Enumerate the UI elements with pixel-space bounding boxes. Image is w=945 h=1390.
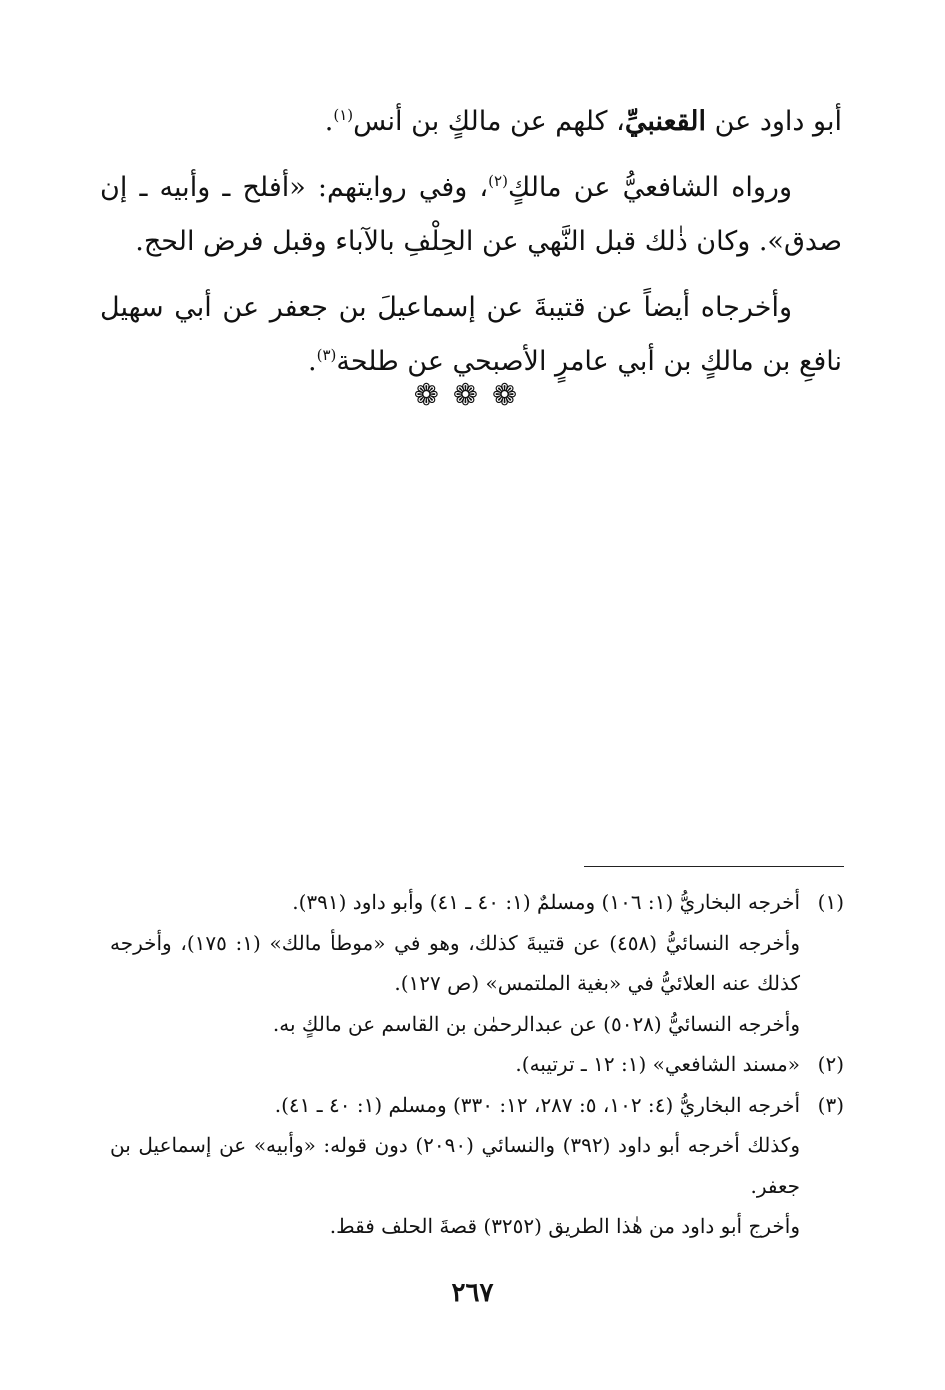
footnote-3-number: (٣): [817, 1092, 844, 1117]
footnote-1-line-3: وأخرجه النسائيُّ (٥٠٢٨) عن عبدالرحمٰن بن القاسم عن مالكٍ به.: [272, 1011, 800, 1036]
p2-text-start: ورواه الشافعيُّ عن مالكٍ: [507, 172, 792, 203]
footnote-2-line-1: «مسند الشافعي» (١: ١٢ ـ ترتيبه).: [515, 1052, 800, 1076]
footnote-1-number: (١): [817, 890, 844, 914]
footnote-ref-3[interactable]: (٣): [316, 346, 337, 364]
footnote-ref-1[interactable]: (١): [333, 106, 354, 124]
footnote-2-number: (٢): [817, 1052, 844, 1076]
p1-text-start: أبو داود عن: [706, 106, 842, 137]
p3-text-start: وأخرجاه أيضاً عن قتيبةَ عن إسماعيلَ بن جعفر عن أبي سهيل نافعِ بن مالكٍ بن أبي عامرٍ الأصبحي عن طلحة: [100, 292, 842, 377]
footnote-1: [110, 882, 844, 923]
footnote-3: [110, 1085, 844, 1126]
footnotes: [110, 882, 844, 1247]
footnote-1-line-2: وأخرجه النسائيُّ (٤٥٨) عن قتيبةَ كذلك، وهو في «موطأ مالك» (١: ١٧٥)، وأخرجه كذلك عنه العلائيُّ في «بغية الملتمس» (ص ١٢٧).: [110, 930, 800, 995]
main-text: [100, 95, 842, 401]
page-number: ٢٦٧: [451, 1278, 494, 1308]
p1-bold-name: القعنبيِّ: [624, 106, 707, 137]
p3-text-end: .: [308, 346, 317, 377]
section-divider-ornaments: ❁❁❁: [413, 378, 532, 413]
footnote-1-line-1: أخرجه البخاريُّ (١: ١٠٦) ومسلمٌ (١: ٤٠ ـ ٤١) وأبو داود (٣٩١).: [292, 890, 800, 914]
footnote-separator-rule: [584, 866, 844, 867]
paragraph-1: [100, 95, 842, 149]
p2-text-end: ، وفي روايتهم: «أفلح ـ وأبيه ـ إن صدق». وكان ذٰلك قبل النَّهي عن الحِلْفِ بالآباء وقبل فرض الحج.: [100, 172, 842, 257]
footnote-2: [110, 1044, 844, 1085]
footnote-3-line-3: وأخرج أبو داود من هٰذا الطريق (٣٢٥٢) قصةَ الحلف فقط.: [329, 1214, 800, 1238]
footnote-3-line-2: وكذلك أخرجه أبو داود (٣٩٢) والنسائي (٢٠٩٠) دون قوله: «وأبيه» عن إسماعيل بن جعفر.: [110, 1133, 800, 1198]
footnote-ref-2[interactable]: (٢): [488, 172, 508, 190]
p1-text-mid: ، كلهم عن مالكٍ بن أنس: [353, 106, 625, 137]
paragraph-3: [100, 281, 842, 389]
p1-text-end: .: [324, 106, 334, 137]
footnote-3-line-1: أخرجه البخاريُّ (٤: ١٠٢، ٥: ٢٨٧، ١٢: ٣٣٠) ومسلم (١: ٤٠ ـ ٤١).: [274, 1092, 800, 1117]
paragraph-2: [100, 161, 842, 269]
